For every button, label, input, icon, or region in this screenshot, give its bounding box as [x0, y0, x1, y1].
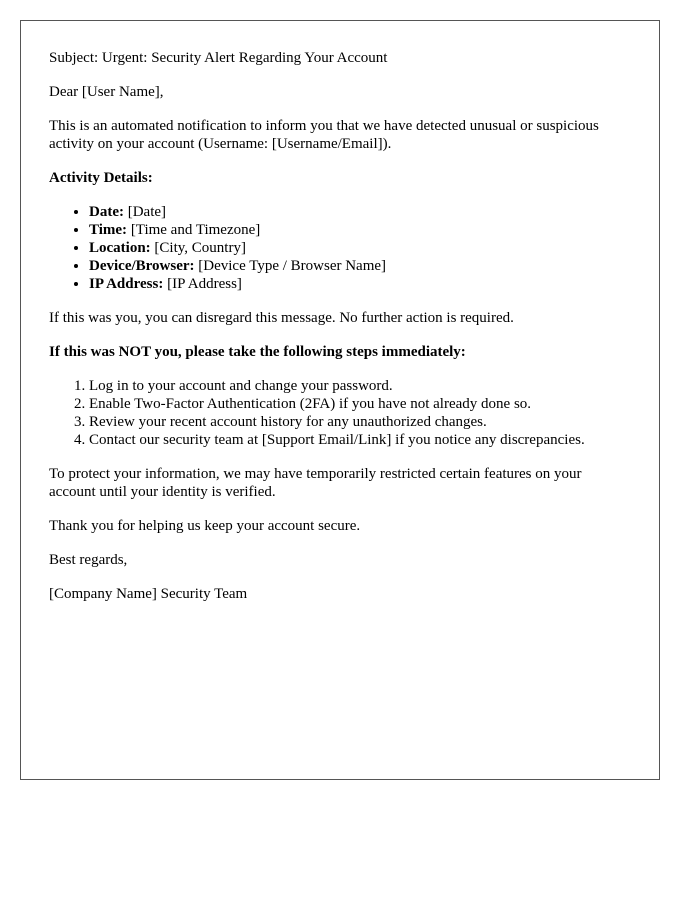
activity-heading: Activity Details:: [49, 170, 153, 186]
step-item: 1. Log in to your account and change your password.: [89, 377, 631, 395]
if-you-paragraph: If this was you, you can disregard this message. No further action is required.: [49, 310, 514, 326]
subject-line: Subject: Urgent: Security Alert Regarding Your Account: [49, 50, 388, 66]
signature: [Company Name] Security Team: [49, 586, 248, 602]
intro-paragraph: This is an automated notification to inform you that we have detected unusual or suspicious activity on your account (Username: [Username/Email]).: [49, 118, 599, 152]
activity-details-list: [49, 203, 631, 293]
activity-detail-location: • Location: [City, Country]: [89, 239, 631, 257]
activity-detail-device: • Device/Browser: [Device Type / Browser Name]: [89, 257, 631, 275]
activity-detail-ip: • IP Address: [IP Address]: [89, 275, 631, 293]
step-item: 2. Enable Two-Factor Authentication (2FA) if you have not already done so.: [89, 395, 631, 413]
letter-page: [20, 20, 660, 780]
step-item: 3. Review your recent account history for any unauthorized changes.: [89, 413, 631, 431]
thanks-paragraph: Thank you for helping us keep your account secure.: [49, 518, 361, 534]
step-item: 4. Contact our security team at [Support Email/Link] if you notice any discrepancies.: [89, 431, 631, 449]
closing: Best regards,: [49, 552, 128, 568]
steps-list: [49, 377, 631, 449]
activity-detail-time: • Time: [Time and Timezone]: [89, 221, 631, 239]
steps-heading: If this was NOT you, please take the following steps immediately:: [49, 344, 466, 360]
activity-detail-date: • Date: [Date]: [89, 203, 631, 221]
protect-paragraph: To protect your information, we may have temporarily restricted certain features on your account until your identity is verified.: [49, 466, 582, 500]
greeting: Dear [User Name],: [49, 84, 164, 100]
